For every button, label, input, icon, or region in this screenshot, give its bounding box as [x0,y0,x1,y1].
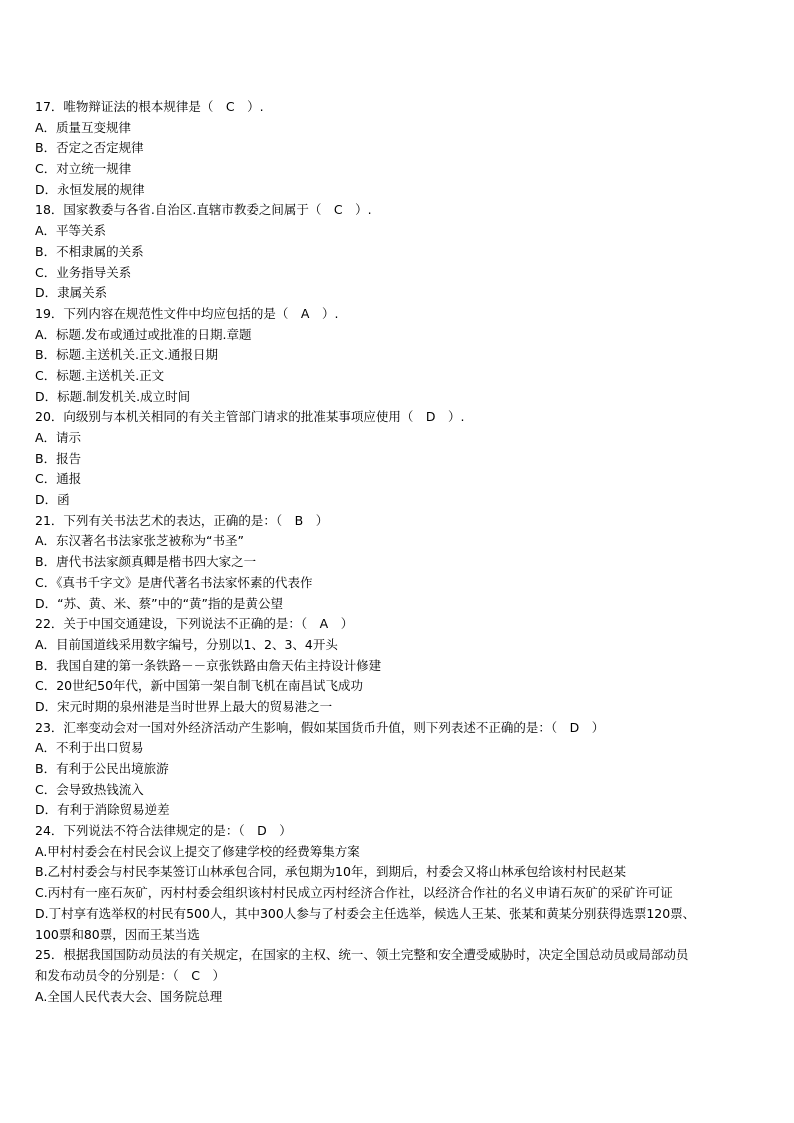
question-25-option-a: A.全国人民代表大会、国务院总理 [35,988,223,1004]
question-18-option-b: B．不相隶属的关系 [35,243,144,259]
question-19-option-b: B．标题.主送机关.正文.通报日期 [35,347,218,363]
question-19-option-a: A．标题.发布或通过或批准的日期.章题 [35,326,252,342]
question-24-option-a: A.甲村村委会在村民会议上提交了修建学校的经费筹集方案 [35,843,360,859]
question-19-option-d: D．标题.制发机关.成立时间 [35,388,191,404]
question-19-stem: 19．下列内容在规范性文件中均应包括的是（ A ）. [35,305,339,321]
question-21-option-d: D．“苏、黄、米、蔡”中的“黄”指的是黄公望 [35,595,284,611]
question-23-option-d: D．有利于消除贸易逆差 [35,802,170,818]
question-17-option-d: D．永恒发展的规律 [35,181,145,197]
question-21-option-b: B．唐代书法家颜真卿是楷书四大家之一 [35,554,257,570]
question-20-stem: 20．向级别与本机关相同的有关主管部门请求的批准某事项应使用（ D ）. [35,409,465,425]
question-24-option-c: C.丙村有一座石灰矿，丙村村委会组织该村村民成立丙村经济合作社，以经济合作社的名义申请石灰矿的采矿许可证 [35,885,673,901]
question-22-option-a: A．目前国道线采用数字编号，分别以1、2、3、4开头 [35,636,338,652]
question-24-option-d-continued: 100票和80票，因而王某当选 [35,926,200,942]
question-22-option-b: B．我国自建的第一条铁路－－京张铁路由詹天佑主持设计修建 [35,657,382,673]
question-20-option-a: A．请示 [35,430,82,445]
question-17-option-b: B．否定之否定规律 [35,140,144,156]
question-23-option-a: A．不利于出口贸易 [35,740,144,756]
question-23-option-c: C．会导致热钱流入 [35,781,144,797]
question-18-stem: 18．国家教委与各省.自治区.直辖市教委之间属于（ C ）. [35,202,372,218]
question-17-option-c: C．对立统一规律 [35,161,132,177]
question-18-option-c: C．业务指导关系 [35,264,132,280]
question-24-option-d: D.丁村享有选举权的村民有500人，其中300人参与了村委会主任选举，候选人王某、张某和黄某分别获得选票120票、 [35,905,696,921]
question-18-option-a: A．平等关系 [35,223,107,239]
question-24-option-b: B.乙村村委会与村民李某签订山林承包合同，承包期为10年，到期后，村委会又将山林承包给该村村民赵某 [35,864,626,880]
question-19-option-c: C．标题.主送机关.正文 [35,367,165,383]
question-23-option-b: B．有利于公民出境旅游 [35,761,169,776]
question-23-stem: 23．汇率变动会对一国对外经济活动产生影响，假如某国货币升值，则下列表述不正确的是：（ D ） [35,719,605,735]
question-25-stem: 25．根据我国国防动员法的有关规定，在国家的主权、统一、领土完整和安全遭受威胁时，决定全国总动员或局部动员 [35,947,689,963]
question-17-option-a: A．质量互变规律 [35,119,132,135]
question-22-stem: 22．关于中国交通建设，下列说法不正确的是：（ A ） [35,616,354,632]
question-list [35,97,770,1007]
question-18-option-d: D．隶属关系 [35,285,108,301]
question-22-option-d: D．宋元时期的泉州港是当时世界上最大的贸易港之一 [35,698,333,714]
question-20-option-c: C．通报 [35,471,82,487]
question-21-option-c: C．《真书千字文》是唐代著名书法家怀素的代表作 [35,574,313,590]
question-25-stem-continued: 和发布动员令的分别是：（ C ） [35,967,225,983]
question-22-option-c: C．20世纪50年代，新中国第一架自制飞机在南昌试飞成功 [35,678,364,694]
question-24-stem: 24．下列说法不符合法律规定的是：（ D ） [35,823,292,839]
question-21-stem: 21．下列有关书法艺术的表达，正确的是：（ B ） [35,512,329,528]
question-20-option-d: D．函 [35,492,70,508]
question-17-stem: 17．唯物辩证法的根本规律是（ C ）. [35,99,264,114]
question-21-option-a: A．东汉著名书法家张芝被称为“书圣” [35,533,245,549]
question-20-option-b: B．报告 [35,450,82,466]
